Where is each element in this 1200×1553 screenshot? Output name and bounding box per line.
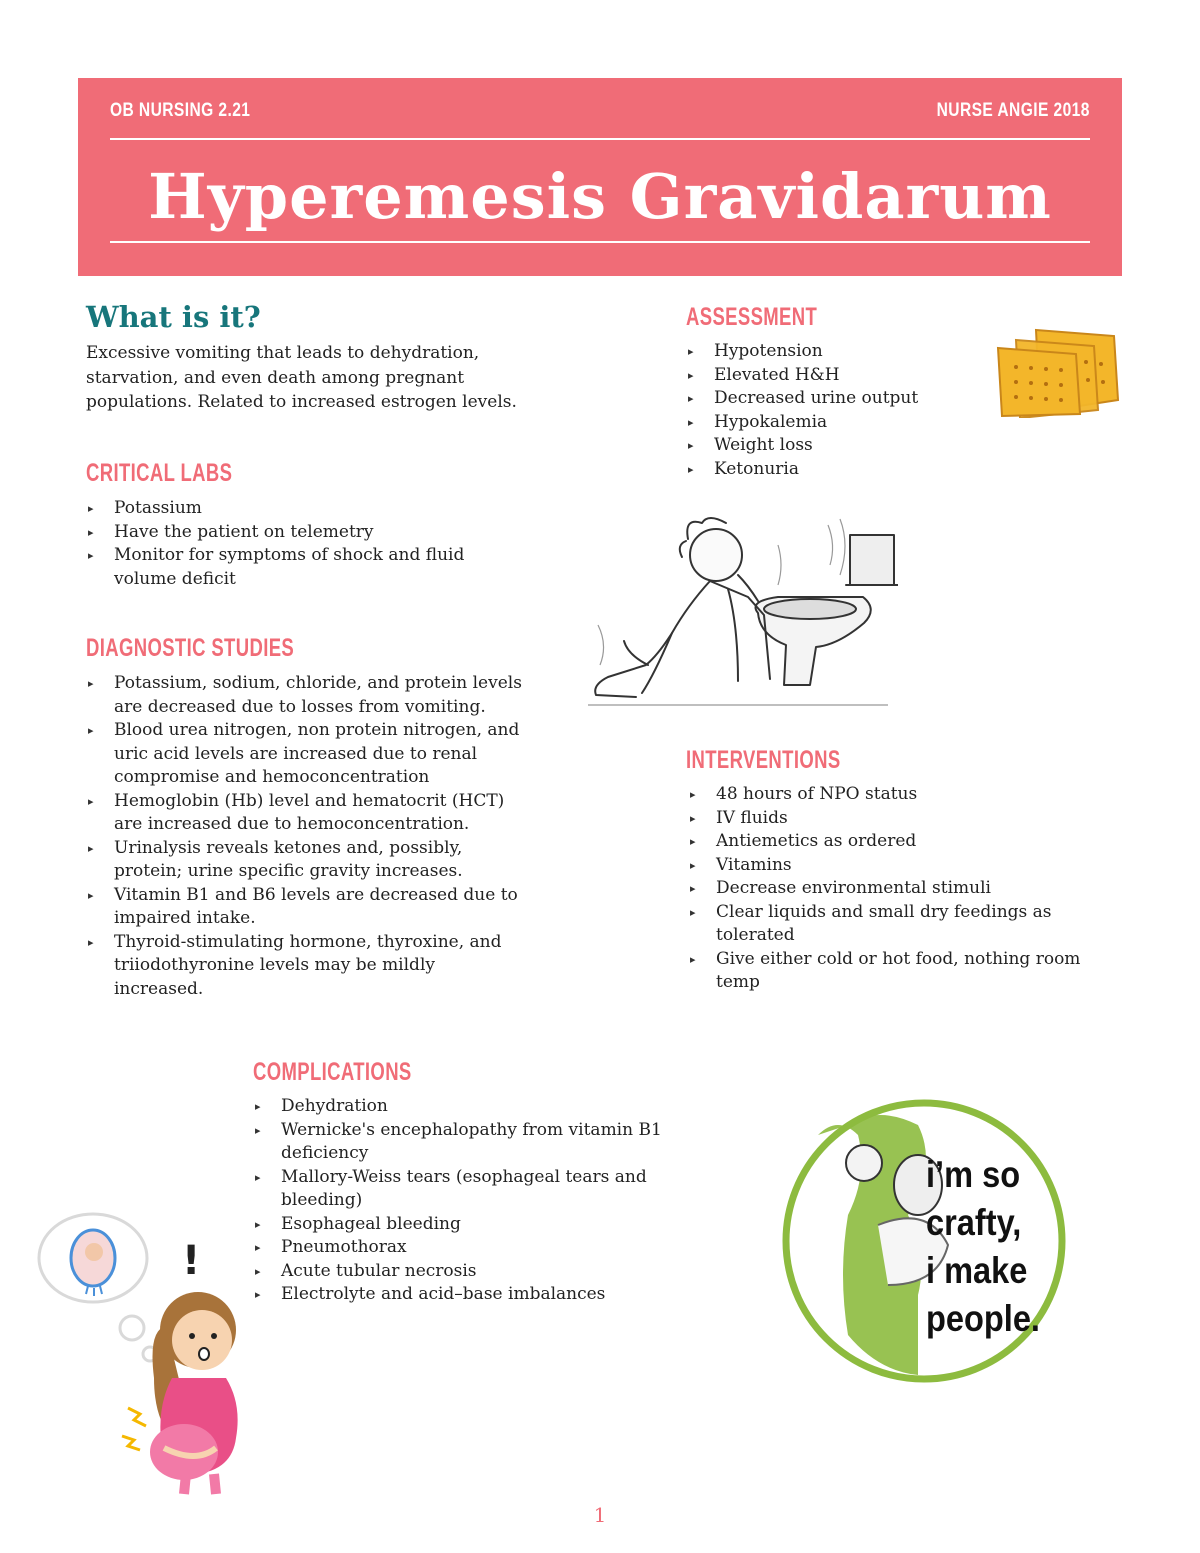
critical-labs-list [86,497,506,591]
list-item: ▸ Blood urea nitrogen, non protein nitrogen, and uric acid levels are increased due to renal compromise and hemoconcentration [86,719,526,790]
header-banner [78,78,1122,276]
author-label: NURSE ANGIE 2018 [936,100,1090,121]
list-item: ▸ Acute tubular necrosis [253,1260,673,1284]
badge-line-3: i make [926,1250,1028,1291]
list-item: ▸ Hypokalemia [686,411,986,435]
list-item: ▸ Vitamin B1 and B6 levels are decreased due to impaired intake. [86,884,526,931]
list-item: ▸ Weight loss [686,434,986,458]
list-item: ▸ Dehydration [253,1095,673,1119]
list-item: ▸ Electrolyte and acid–base imbalances [253,1283,673,1307]
list-item: ▸ Elevated H&H [686,364,986,388]
header-divider-top [110,138,1090,140]
vomiting-woman-illustration [588,505,898,710]
list-item: ▸ Give either cold or hot food, nothing room temp [688,948,1088,995]
critical-labs-heading: CRITICAL LABS [86,459,233,487]
badge-text [926,1151,1040,1343]
assessment-heading: ASSESSMENT [686,303,818,331]
worried-pregnant-woman-illustration [36,1208,246,1498]
complications-heading: COMPLICATIONS [253,1058,412,1086]
diagnostic-studies-list [86,672,526,1001]
badge-line-1: i’m so [926,1154,1021,1195]
list-item: ▸ Vitamins [688,854,1088,878]
list-item: ▸ Urinalysis reveals ketones and, possibly, protein; urine specific gravity increases. [86,837,526,884]
list-item: ▸ Antiemetics as ordered [688,830,1088,854]
list-item: ▸ IV fluids [688,807,1088,831]
list-item: ▸ Thyroid-stimulating hormone, thyroxine, and triiodothyronine levels may be mildly increased. [86,931,526,1002]
list-item: ▸ Have the patient on telemetry [86,521,506,545]
list-item: ▸ Mallory-Weiss tears (esophageal tears and bleeding) [253,1166,673,1213]
diagnostic-studies-heading: DIAGNOSTIC STUDIES [86,634,295,662]
list-item: ▸ Ketonuria [686,458,986,482]
list-item: ▸ Potassium, sodium, chloride, and protein levels are decreased due to losses from vomiting. [86,672,526,719]
complications-list [253,1095,673,1307]
interventions-heading: INTERVENTIONS [686,746,841,774]
list-item: ▸ Hemoglobin (Hb) level and hematocrit (HCT) are increased due to hemoconcentration. [86,790,526,837]
list-item: ▸ Esophageal bleeding [253,1213,673,1237]
badge-line-2: crafty, [926,1202,1022,1243]
course-label: OB NURSING 2.21 [110,100,251,121]
list-item: ▸ 48 hours of NPO status [688,783,1088,807]
list-item: ▸ Potassium [86,497,506,521]
list-item: ▸ Clear liquids and small dry feedings as tolerated [688,901,1088,948]
crackers-icon [996,322,1126,418]
what-is-it-heading: What is it? [86,300,261,334]
list-item: ▸ Monitor for symptoms of shock and fluid volume deficit [86,544,506,591]
page-number: 1 [593,1503,607,1527]
page-title: Hyperemesis Gravidarum [148,160,1052,233]
list-item: ▸ Wernicke's encephalopathy from vitamin B1 deficiency [253,1119,673,1166]
list-item: ▸ Pneumothorax [253,1236,673,1260]
what-is-it-text: Excessive vomiting that leads to dehydration, starvation, and even death among pregnant populations. Related to increased estrogen levels. [86,343,517,412]
assessment-list [686,340,986,481]
interventions-list [688,783,1088,995]
list-item: ▸ Hypotension [686,340,986,364]
header-divider-bottom [110,241,1090,243]
crafty-badge [778,1095,1070,1387]
list-item: ▸ Decrease environmental stimuli [688,877,1088,901]
badge-line-4: people. [926,1298,1040,1339]
exclamation-mark: ! [182,1238,201,1284]
list-item: ▸ Decreased urine output [686,387,986,411]
